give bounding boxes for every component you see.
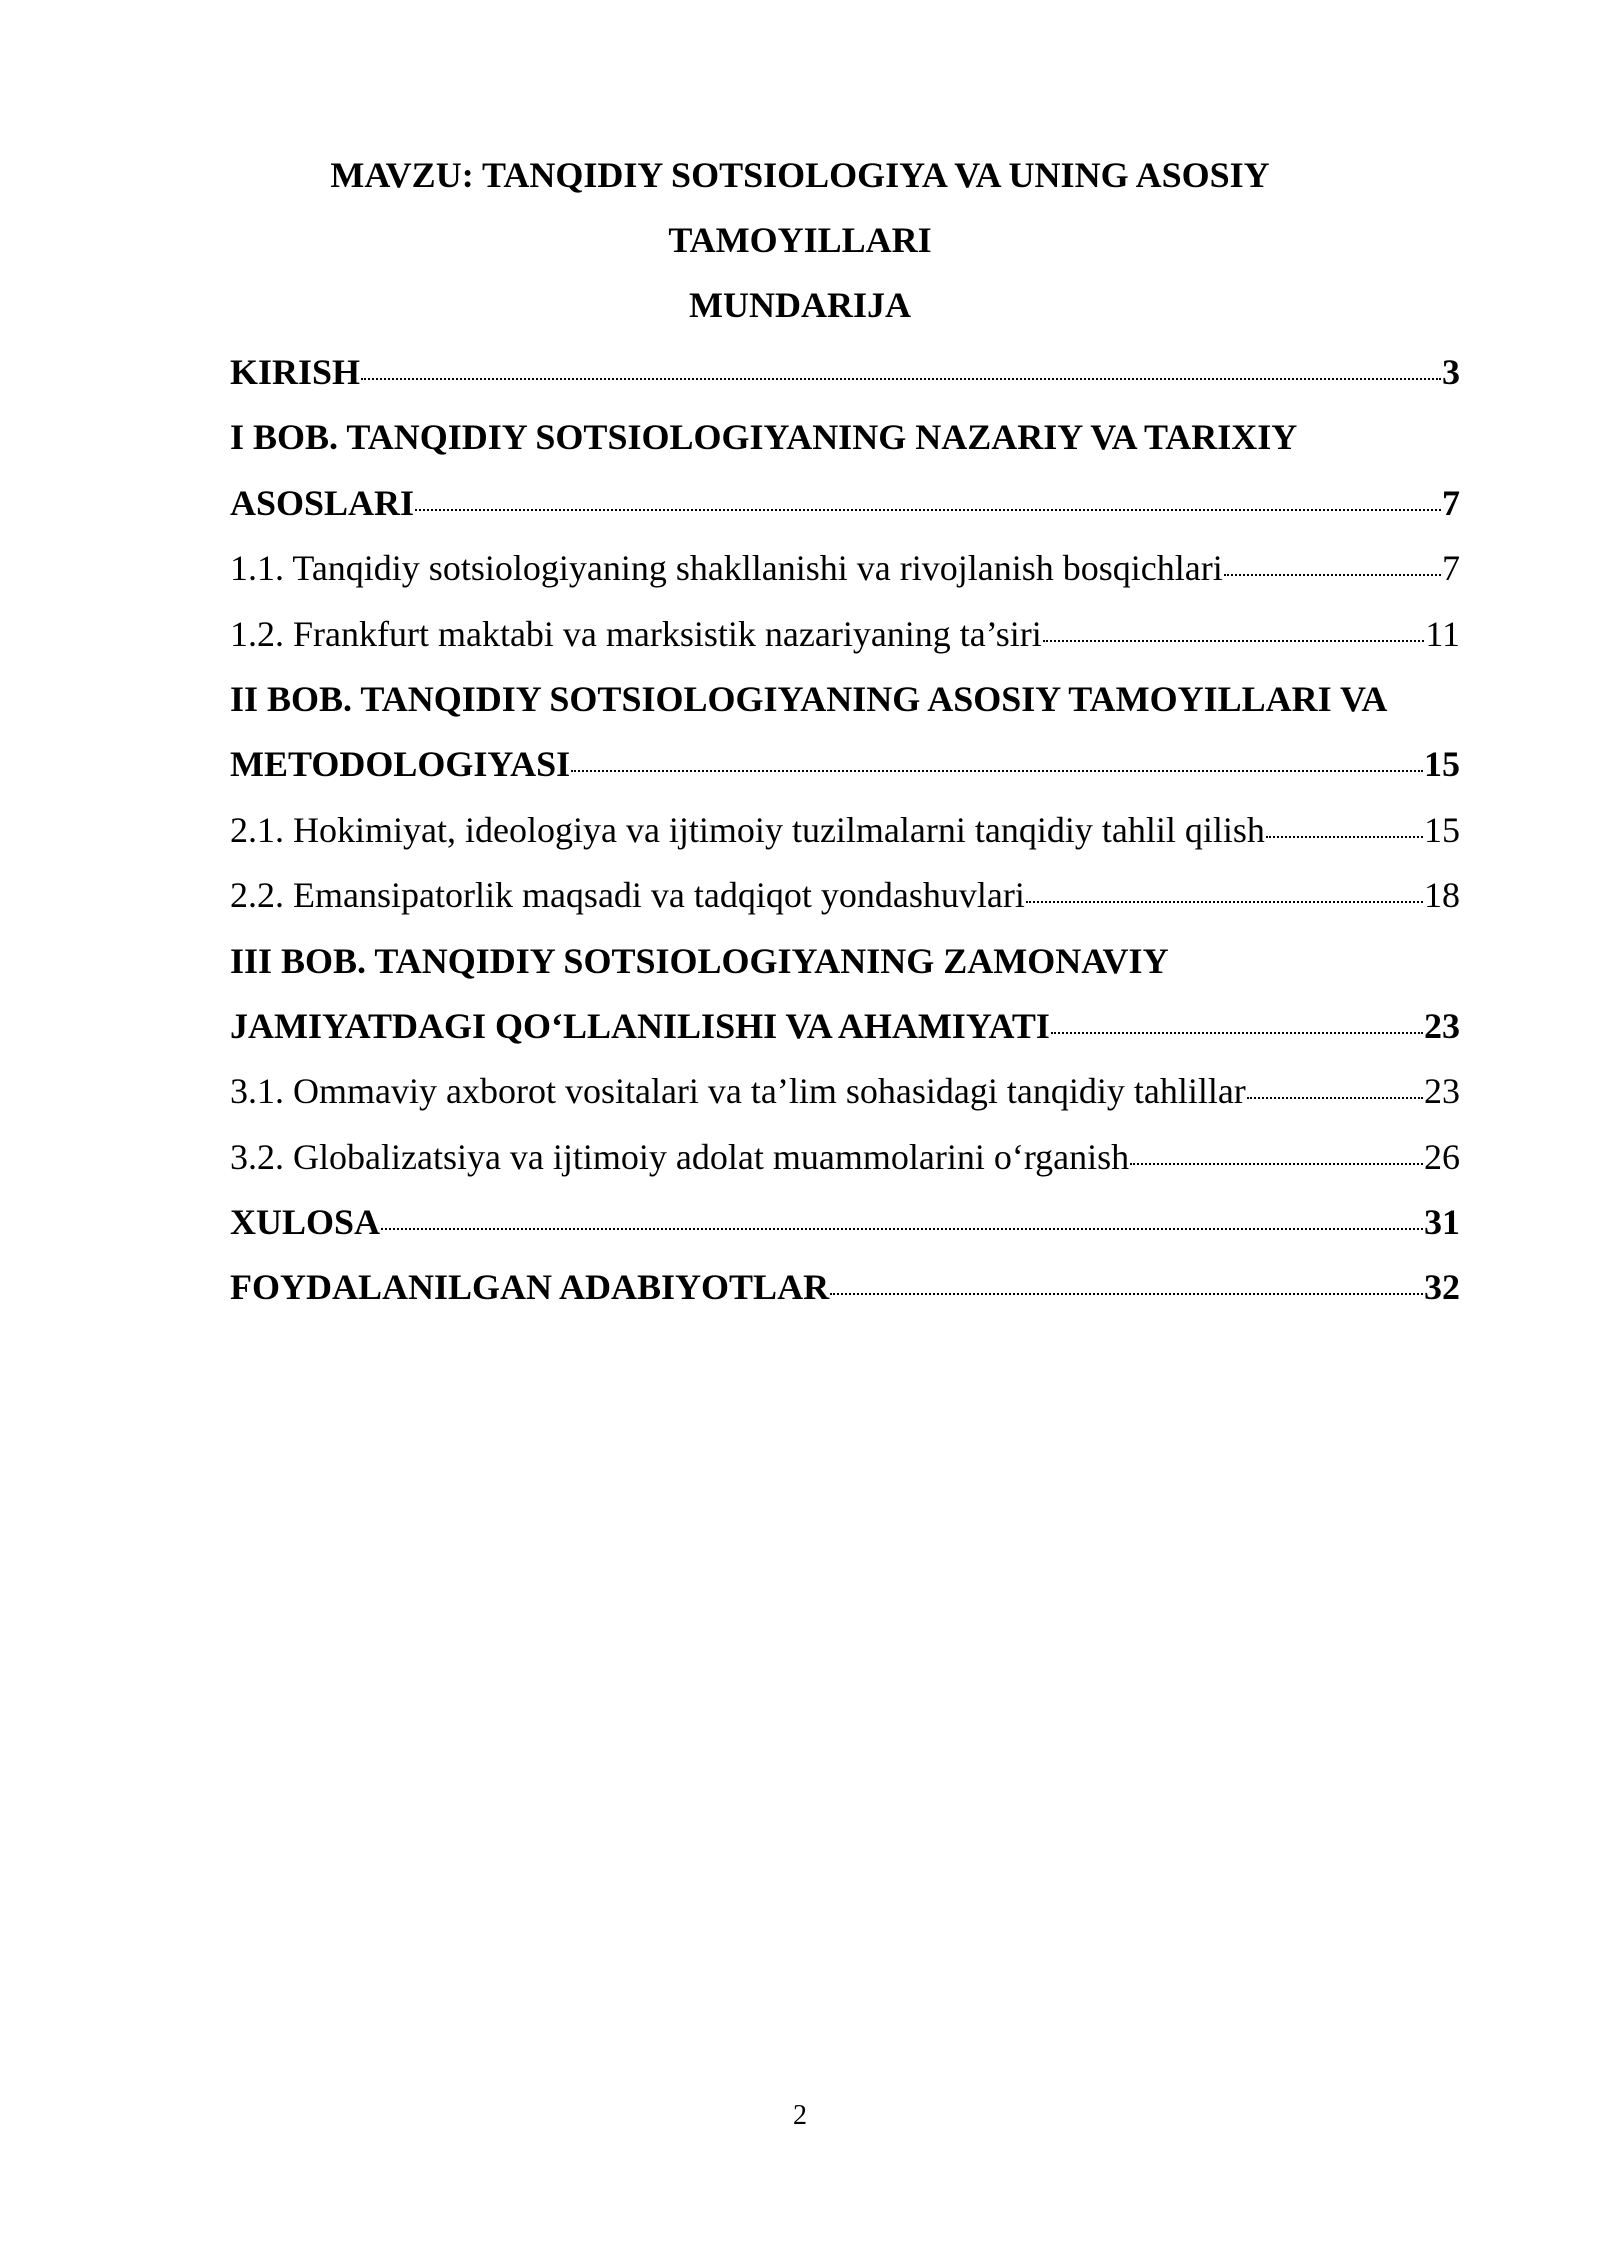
- toc-entry-title: 3.1. Ommaviy axborot vositalari va ta’lim sohasidagi tanqidiy tahlillar: [230, 1071, 1246, 1112]
- toc-entry-section-2-1[interactable]: [230, 798, 1460, 863]
- toc-entry-chapter-1-line-1[interactable]: [230, 405, 1460, 470]
- toc-page-number: 18: [1424, 875, 1460, 916]
- toc-dot-leader: [1266, 836, 1423, 838]
- toc-page-number: 3: [1442, 352, 1460, 392]
- table-of-contents: [230, 340, 1460, 1321]
- toc-entry-section-1-1[interactable]: [230, 536, 1460, 601]
- toc-entry-chapter-1-line-2[interactable]: [230, 471, 1460, 536]
- topic-title-line-1: MAVZU: TANQIDIY SOTSIOLOGIYA VA UNING ASOSIY: [330, 155, 1270, 195]
- toc-entry-title: 1.1. Tanqidiy sotsiologiyaning shakllanishi va rivojlanish bosqichlari: [230, 548, 1223, 589]
- toc-page-number: 23: [1424, 1005, 1460, 1046]
- toc-entry-conclusion[interactable]: [230, 1190, 1460, 1255]
- toc-entry-title: III BOB. TANQIDIY SOTSIOLOGIYANING ZAMONAVIY: [230, 940, 1169, 981]
- toc-entry-title: METODOLOGIYASI: [230, 744, 571, 785]
- topic-title-line-2: TAMOYILLARI: [668, 220, 932, 260]
- toc-entry-title: 2.1. Hokimiyat, ideologiya va ijtimoiy tuzilmalarni tanqidiy tahlil qilish: [230, 809, 1265, 850]
- toc-dot-leader: [1224, 574, 1441, 576]
- toc-entry-references[interactable]: [230, 1255, 1460, 1320]
- toc-dot-leader: [1043, 640, 1425, 642]
- toc-entry-title: II BOB. TANQIDIY SOTSIOLOGIYANING ASOSIY TAMOYILLARI VA: [230, 678, 1388, 719]
- toc-entry-section-1-2[interactable]: [230, 602, 1460, 667]
- toc-entry-title: JAMIYATDAGI QO‘LLANILISHI VA AHAMIYATI: [230, 1005, 1050, 1046]
- toc-entry-section-3-2[interactable]: [230, 1125, 1460, 1190]
- toc-entry-intro[interactable]: [230, 340, 1460, 405]
- toc-page-number: 32: [1424, 1267, 1460, 1308]
- toc-dot-leader: [415, 509, 1441, 511]
- toc-entry-chapter-3-line-2[interactable]: [230, 994, 1460, 1059]
- toc-entry-title: KIRISH: [230, 352, 361, 392]
- toc-entry-title: FOYDALANILGAN ADABIYOTLAR: [230, 1267, 830, 1308]
- toc-dot-leader: [1247, 1097, 1423, 1099]
- toc-entry-chapter-2-line-1[interactable]: [230, 667, 1460, 732]
- toc-entry-title: XULOSA: [230, 1202, 381, 1243]
- toc-page-number: 11: [1425, 613, 1460, 654]
- toc-page-number: 7: [1442, 482, 1460, 523]
- toc-entry-title: I BOB. TANQIDIY SOTSIOLOGIYANING NAZARIY VA TARIXIY: [230, 417, 1298, 458]
- toc-dot-leader: [1051, 1032, 1423, 1034]
- toc-entry-title: 3.2. Globalizatsiya va ijtimoiy adolat muammolarini o‘rganish: [230, 1136, 1130, 1177]
- toc-page-number: 15: [1424, 744, 1460, 785]
- toc-entry-title: 2.2. Emansipatorlik maqsadi va tadqiqot yondashuvlari: [230, 875, 1025, 916]
- toc-entry-section-2-2[interactable]: [230, 863, 1460, 928]
- toc-entry-title: ASOSLARI: [230, 482, 415, 523]
- toc-dot-leader: [571, 770, 1423, 772]
- page-number: 2: [793, 2100, 807, 2131]
- toc-dot-leader: [1026, 901, 1423, 903]
- toc-entry-title: 1.2. Frankfurt maktabi va marksistik nazariyaning ta’siri: [230, 613, 1042, 654]
- toc-dot-leader: [381, 1228, 1423, 1230]
- toc-page-number: 26: [1424, 1136, 1460, 1177]
- toc-dot-leader: [1130, 1163, 1423, 1165]
- contents-heading: MUNDARIJA: [689, 285, 911, 325]
- toc-page-number: 15: [1424, 809, 1460, 850]
- toc-page-number: 31: [1424, 1202, 1460, 1243]
- toc-dot-leader: [361, 378, 1441, 380]
- toc-entry-chapter-2-line-2[interactable]: [230, 732, 1460, 797]
- toc-page-number: 7: [1442, 548, 1460, 589]
- toc-entry-chapter-3-line-1[interactable]: [230, 929, 1460, 994]
- toc-entry-section-3-1[interactable]: [230, 1059, 1460, 1124]
- toc-page-number: 23: [1424, 1071, 1460, 1112]
- toc-dot-leader: [830, 1293, 1423, 1295]
